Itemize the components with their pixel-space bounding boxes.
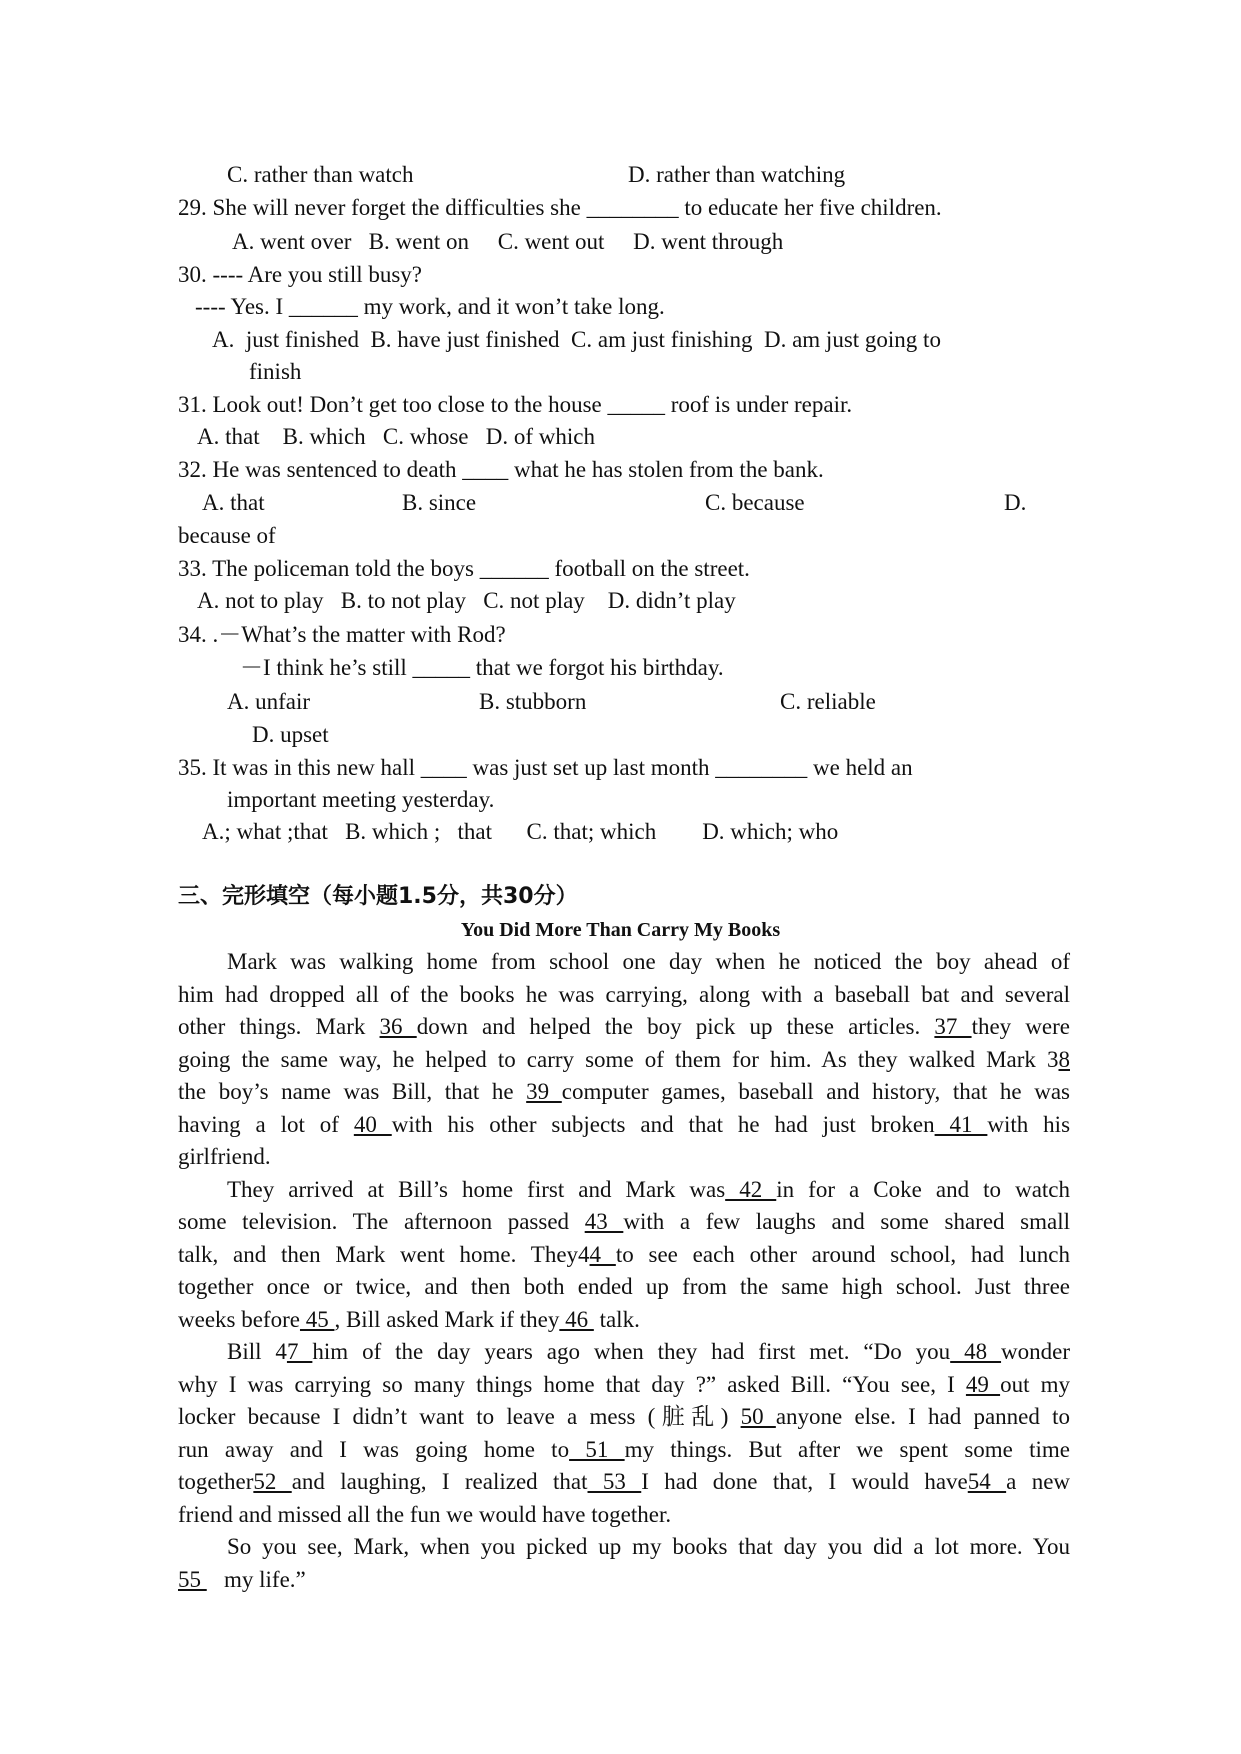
blank-number: 50 bbox=[740, 1404, 776, 1429]
blank-number: 40 bbox=[353, 1111, 392, 1137]
passage-text: some television. The afternoon passed bbox=[178, 1209, 585, 1234]
q34-option-c: C. reliable bbox=[780, 689, 876, 714]
passage-text: and laughing, I realized that bbox=[291, 1469, 588, 1494]
passage-text: locker because I didn’t want to leave a mess (脏乱) bbox=[178, 1404, 741, 1429]
blank-number: 43 bbox=[584, 1209, 624, 1234]
q35-options: A.; what ;that B. which ; that C. that; which D. which; who bbox=[202, 819, 839, 844]
q34-reply: －I think he’s still _____ that we forgot his birthday. bbox=[240, 655, 724, 680]
q35-stem-cont: important meeting yesterday. bbox=[227, 787, 495, 812]
passage-line bbox=[178, 1370, 1070, 1400]
blank-number: 42 bbox=[725, 1176, 777, 1202]
passage-text: together bbox=[178, 1469, 254, 1494]
q32-option-d-cont: because of bbox=[178, 523, 276, 548]
q33-stem: 33. The policeman told the boys ______ football on the street. bbox=[178, 556, 750, 581]
passage-text: the boy’s name was Bill, that he bbox=[178, 1079, 527, 1104]
blank-number: 7 bbox=[286, 1339, 313, 1364]
blank-number: 48 bbox=[950, 1339, 1002, 1364]
passage-title: You Did More Than Carry My Books bbox=[460, 919, 781, 941]
passage-line bbox=[178, 980, 1070, 1010]
passage-line bbox=[178, 1142, 271, 1172]
passage-text: having a lot of bbox=[178, 1111, 354, 1137]
passage-text: other things. Mark bbox=[178, 1014, 380, 1039]
passage-text: out my bbox=[1000, 1371, 1071, 1397]
passage-text: him of the day years ago when they had first met. “Do you bbox=[312, 1339, 951, 1364]
passage-text: in for a Coke and to watch bbox=[776, 1176, 1071, 1202]
passage-line bbox=[178, 1305, 640, 1335]
passage-text: girlfriend. bbox=[178, 1144, 271, 1169]
passage-text: computer games, baseball and history, that he was bbox=[561, 1079, 1071, 1104]
q30-options: A. just finished B. have just finished C. am just finishing D. am just going to bbox=[212, 327, 941, 352]
blank-number: 39 bbox=[526, 1079, 562, 1104]
passage-text: with a few laughs and some shared small bbox=[623, 1209, 1071, 1234]
passage-text: Bill 4 bbox=[227, 1339, 287, 1364]
passage-text: run away and I was going home to bbox=[178, 1436, 570, 1462]
passage-line bbox=[227, 1337, 1070, 1367]
section-heading: 三、完形填空（每小题1.5分，共30分） bbox=[178, 884, 578, 909]
blank-number: 45 bbox=[299, 1306, 335, 1332]
q34-option-a: A. unfair bbox=[227, 689, 311, 714]
passage-text: Mark was walking home from school one day when he noticed the boy ahead of bbox=[227, 949, 1070, 974]
passage-line bbox=[178, 1467, 1070, 1497]
q34-option-d: D. upset bbox=[252, 722, 329, 747]
passage-text: to see each other around school, had lunch bbox=[615, 1241, 1070, 1267]
passage-text: down and helped the boy pick up these articles. bbox=[416, 1014, 935, 1039]
passage-text: with his bbox=[987, 1111, 1071, 1137]
passage-line bbox=[178, 1045, 1070, 1075]
passage-line bbox=[227, 1175, 1070, 1205]
blank-number: 46 bbox=[559, 1306, 594, 1332]
passage-text: talk. bbox=[593, 1306, 640, 1332]
passage-line bbox=[178, 1402, 1070, 1432]
passage-line bbox=[227, 1532, 1070, 1562]
passage-line bbox=[178, 1012, 1070, 1042]
q30-options-cont: finish bbox=[249, 359, 302, 384]
q32-option-b: B. since bbox=[402, 490, 477, 515]
blank-number: 52 bbox=[253, 1469, 292, 1494]
passage-text: I had done that, I would have bbox=[641, 1469, 968, 1494]
passage-text: talk, and then Mark went home. They4 bbox=[178, 1241, 590, 1267]
passage-text: they were bbox=[971, 1014, 1071, 1039]
passage-line bbox=[178, 1077, 1070, 1107]
q31-options: A. that B. which C. whose D. of which bbox=[197, 424, 595, 449]
blank-number: 4 bbox=[589, 1241, 616, 1267]
passage-text: my things. But after we spent some time bbox=[624, 1436, 1071, 1462]
passage-line bbox=[178, 1435, 1070, 1465]
passage-text: , Bill asked Mark if they bbox=[334, 1306, 560, 1332]
q32-option-c: C. because bbox=[705, 490, 805, 515]
passage-text: anyone else. I had panned to bbox=[775, 1404, 1070, 1429]
passage-line bbox=[178, 1272, 1070, 1302]
q32-option-a: A. that bbox=[202, 490, 265, 515]
q34-stem: 34. .－What’s the matter with Rod? bbox=[178, 622, 506, 647]
passage-text: weeks before bbox=[178, 1306, 300, 1332]
q30-reply: ---- Yes. I ______ my work, and it won’t take long. bbox=[195, 294, 665, 319]
q31-stem: 31. Look out! Don’t get too close to the house _____ roof is under repair. bbox=[178, 392, 853, 417]
blank-number: 53 bbox=[587, 1469, 642, 1494]
blank-number: 51 bbox=[569, 1436, 625, 1462]
passage-text: friend and missed all the fun we would have together. bbox=[178, 1501, 672, 1527]
passage-line bbox=[178, 1240, 1070, 1270]
blank-number: 49 bbox=[965, 1371, 1001, 1397]
q28-option-d: D. rather than watching bbox=[628, 162, 846, 187]
q32-option-d: D. bbox=[1004, 490, 1027, 515]
passage-text: my life.” bbox=[206, 1566, 306, 1592]
q29-options: A. went over B. went on C. went out D. went through bbox=[232, 229, 784, 254]
passage-text: wonder bbox=[1001, 1339, 1071, 1364]
q32-stem: 32. He was sentenced to death ____ what he has stolen from the bank. bbox=[178, 457, 824, 482]
passage-line bbox=[178, 1110, 1070, 1140]
passage-text: They arrived at Bill’s home first and Mark was bbox=[227, 1176, 726, 1202]
passage-text: with his other subjects and that he had just broken bbox=[391, 1111, 935, 1137]
passage-text: going the same way, he helped to carry some of them for him. As they walked Mark 3 bbox=[178, 1046, 1059, 1072]
passage-text: So you see, Mark, when you picked up my books that day you did a lot more. You bbox=[227, 1534, 1070, 1559]
q28-option-c: C. rather than watch bbox=[227, 162, 414, 187]
passage-text: a new bbox=[1006, 1469, 1071, 1494]
blank-number: 8 bbox=[1058, 1046, 1070, 1072]
q30-stem: 30. ---- Are you still busy? bbox=[178, 262, 423, 287]
blank-number: 37 bbox=[934, 1014, 972, 1039]
blank-number: 36 bbox=[379, 1014, 417, 1039]
q34-option-b: B. stubborn bbox=[479, 689, 587, 714]
passage-text: together once or twice, and then both ended up from the same high school. Just three bbox=[178, 1274, 1070, 1299]
q29-stem: 29. She will never forget the difficulties she ________ to educate her five children. bbox=[178, 195, 942, 220]
passage-line bbox=[178, 1207, 1070, 1237]
passage-line bbox=[178, 1565, 306, 1595]
blank-number: 54 bbox=[967, 1469, 1007, 1494]
passage-line bbox=[178, 1500, 671, 1530]
q33-options: A. not to play B. to not play C. not play D. didn’t play bbox=[197, 588, 736, 613]
passage-text: why I was carrying so many things home that day ?” asked Bill. “You see, I bbox=[178, 1371, 966, 1397]
blank-number: 55 bbox=[178, 1566, 207, 1592]
blank-number: 41 bbox=[934, 1111, 988, 1137]
q35-stem: 35. It was in this new hall ____ was just set up last month ________ we held an bbox=[178, 755, 913, 780]
passage-line bbox=[227, 947, 1070, 977]
passage-text: him had dropped all of the books he was carrying, along with a baseball bat and several bbox=[178, 981, 1070, 1007]
